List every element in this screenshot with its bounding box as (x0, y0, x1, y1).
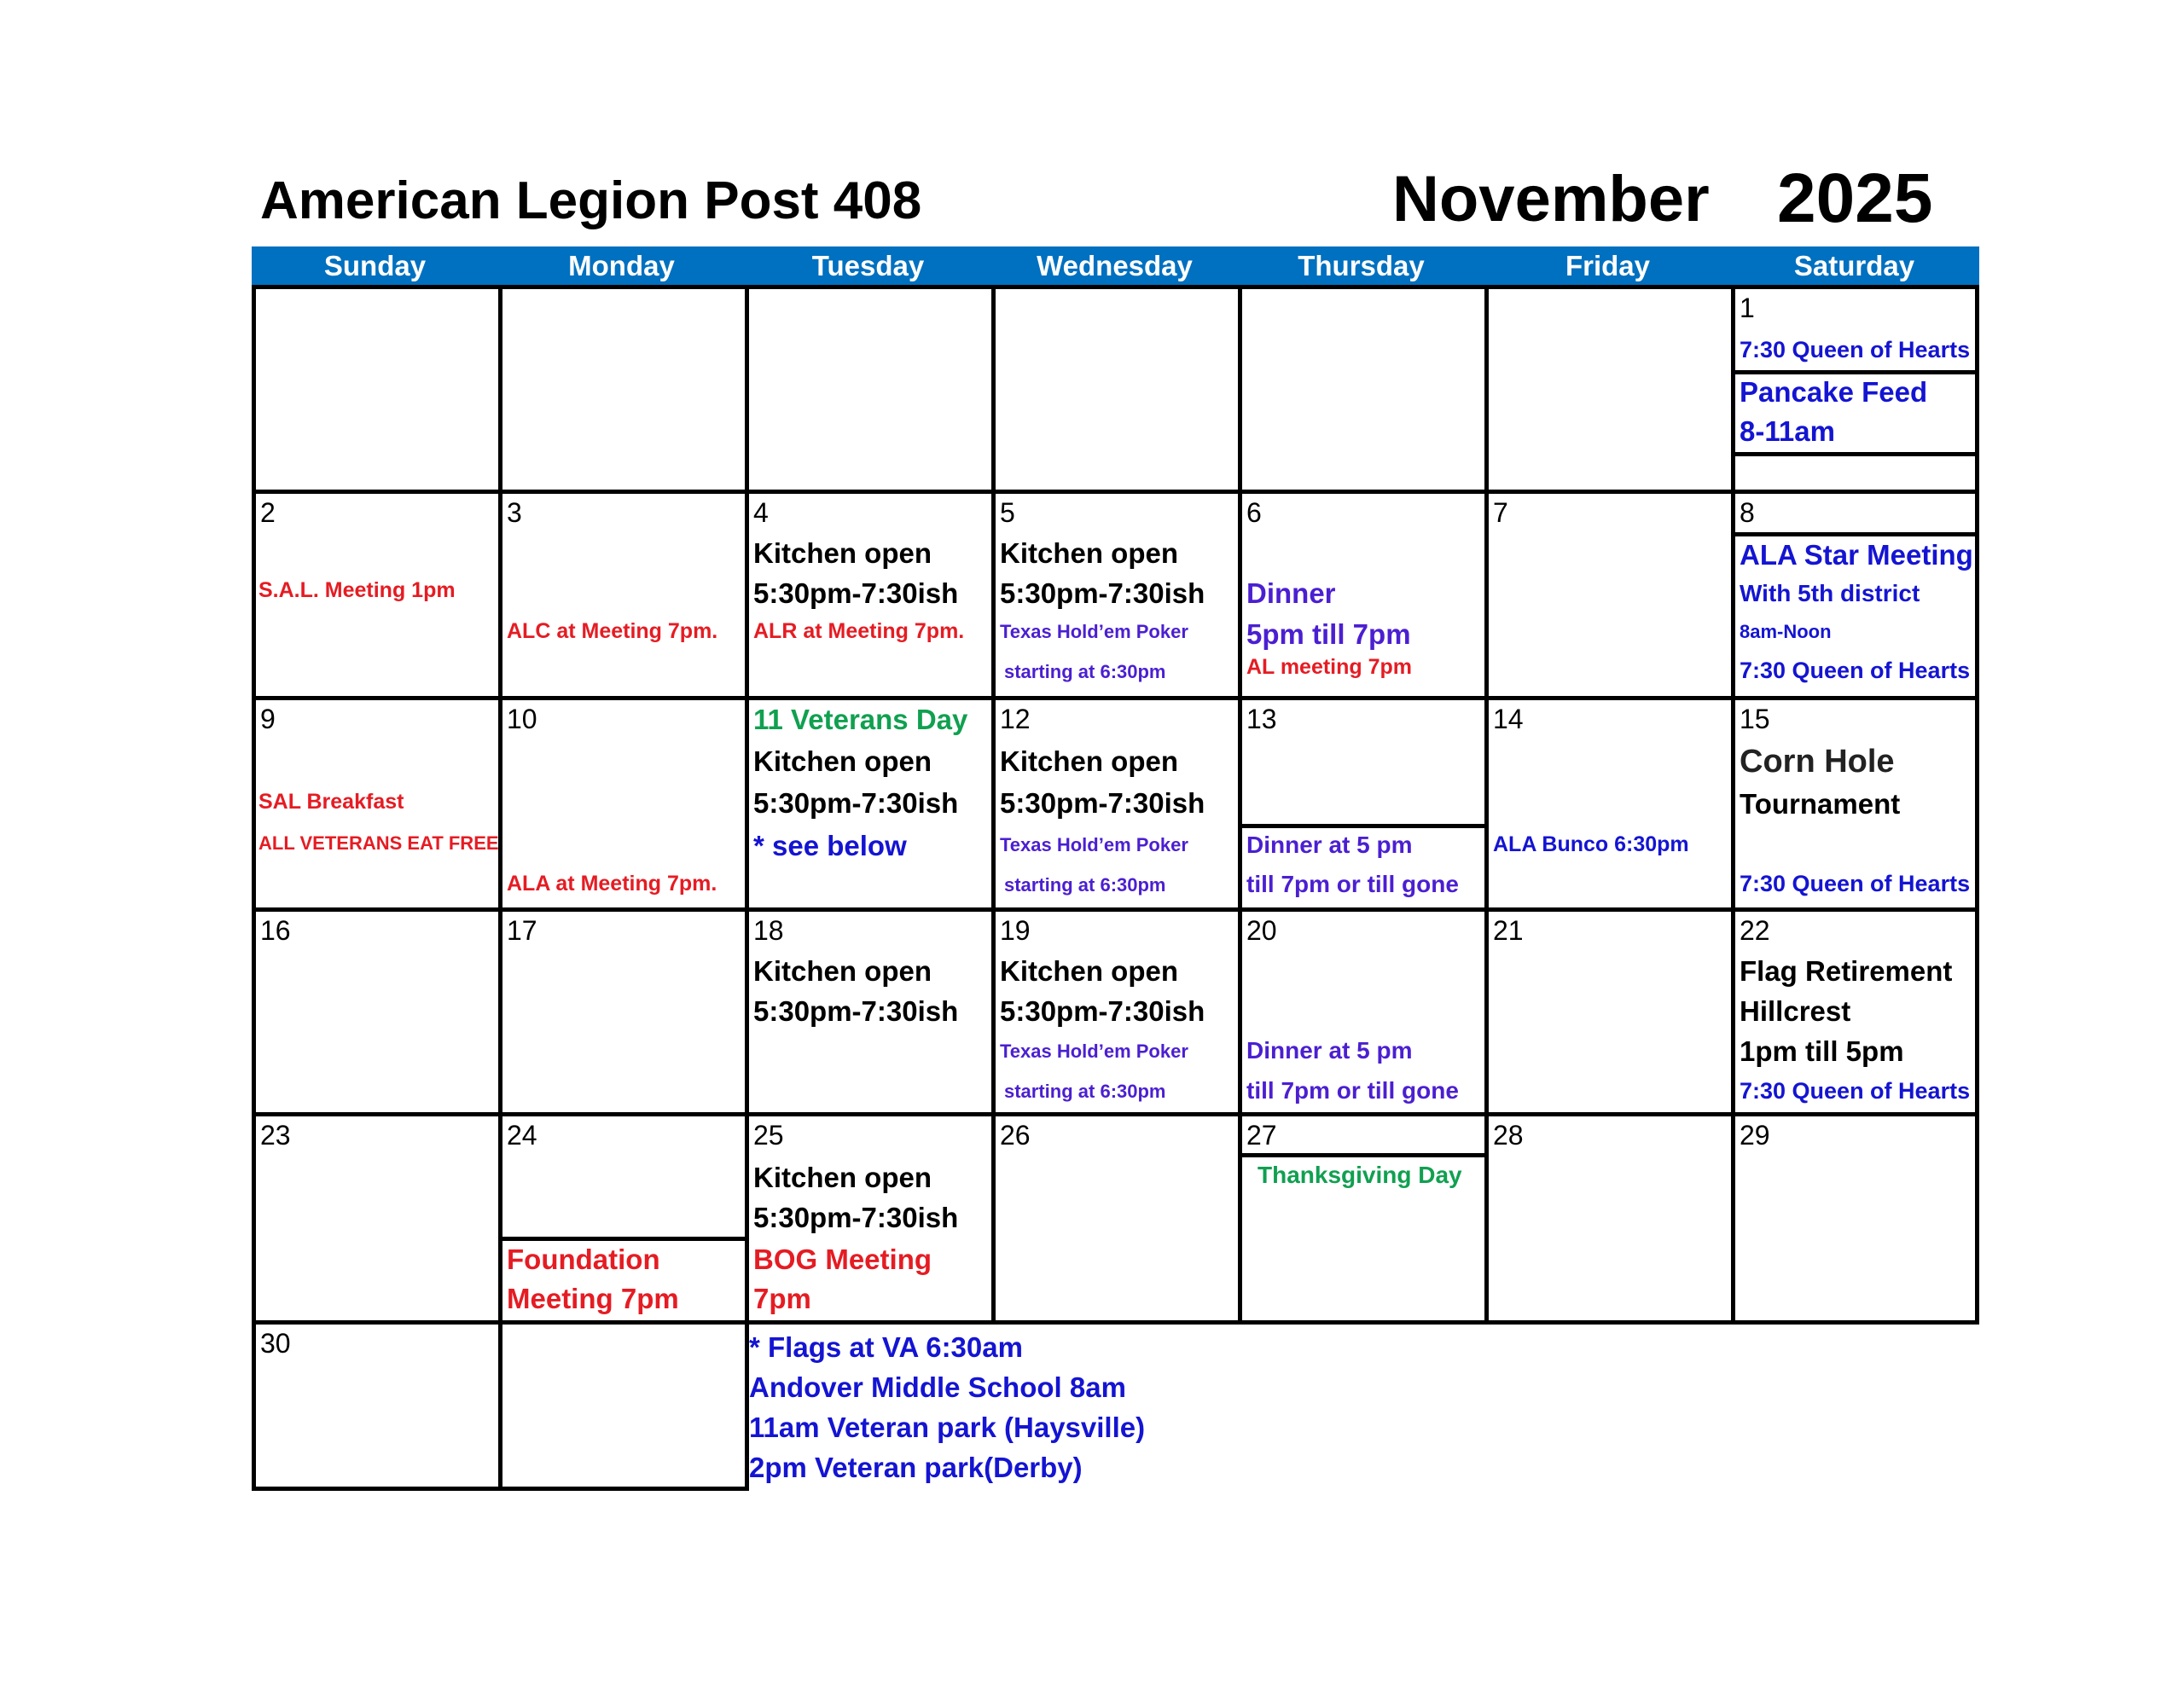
weekday-friday: Friday (1565, 250, 1651, 281)
event-text: Kitchen open (753, 537, 932, 569)
day-cell-5 (991, 490, 1242, 700)
event-text: Pancake Feed (1740, 376, 1928, 408)
event-text: Kitchen open (1000, 955, 1179, 987)
day-cell-21 (1484, 907, 1735, 1116)
note-line: 11am Veteran park (Haysville) (749, 1412, 1146, 1443)
event-text: Corn Hole (1740, 744, 1895, 780)
event-text: starting at 6:30pm (1004, 874, 1166, 896)
day-cell-22 (1731, 907, 1979, 1116)
day-number: 25 (753, 1120, 784, 1151)
day-cell-27 (1238, 1112, 1489, 1325)
day-cell-3 (498, 490, 749, 700)
day-cell-empty (252, 285, 502, 494)
day-cell-2 (252, 490, 502, 700)
event-text: Dinner at 5 pm (1246, 832, 1413, 858)
event-text: * see below (753, 830, 907, 861)
event-text: ALC at Meeting 7pm. (507, 619, 718, 643)
day-cell-empty (991, 285, 1242, 494)
day-number: 11 Veterans Day (753, 704, 968, 735)
day-number: 28 (1493, 1120, 1524, 1151)
event-text: 5:30pm-7:30ish (753, 995, 959, 1027)
day-number: 27 (1246, 1120, 1277, 1151)
event-text: Tournament (1740, 788, 1901, 820)
day-cell-15 (1731, 696, 1979, 912)
day-number: 17 (507, 915, 537, 946)
weekday-tuesday: Tuesday (811, 250, 925, 281)
day-cell-1 (1731, 285, 1979, 494)
day-cell-empty (1238, 285, 1489, 494)
event-text: 7:30 Queen of Hearts (1740, 658, 1971, 683)
event-text: 5:30pm-7:30ish (1000, 577, 1205, 609)
day-number: 30 (260, 1328, 291, 1359)
day-number: 23 (260, 1120, 291, 1151)
day-number: 6 (1246, 497, 1262, 528)
day-number: 1 (1740, 293, 1755, 323)
day-number: 15 (1740, 704, 1770, 734)
weekday-header-bar (252, 246, 1979, 285)
event-text: 5:30pm-7:30ish (753, 577, 959, 609)
weekday-wednesday: Wednesday (1037, 250, 1193, 281)
divider (502, 1237, 745, 1241)
event-text: Flag Retirement (1740, 955, 1953, 987)
event-text: Meeting 7pm (507, 1283, 679, 1314)
event-text: Kitchen open (753, 745, 932, 777)
day-cell-28 (1484, 1112, 1735, 1325)
day-number: 9 (260, 704, 276, 734)
event-text: starting at 6:30pm (1004, 661, 1166, 682)
day-cell-25 (745, 1112, 996, 1325)
day-number: 13 (1246, 704, 1277, 734)
note-line: Andover Middle School 8am (749, 1371, 1126, 1403)
event-text: ALA Bunco 6:30pm (1493, 832, 1689, 856)
day-cell-11 (745, 696, 996, 912)
weekday-monday: Monday (568, 250, 675, 281)
day-cell-empty (745, 285, 996, 494)
day-number: 29 (1740, 1120, 1770, 1151)
event-text: 8am-Noon (1740, 621, 1832, 642)
day-number: 4 (753, 497, 769, 528)
day-cell-4 (745, 490, 996, 700)
weekday-thursday: Thursday (1298, 250, 1425, 281)
day-number: 14 (1493, 704, 1524, 734)
day-cell-9 (252, 696, 502, 912)
event-text: 1pm till 5pm (1740, 1035, 1904, 1067)
event-text: 5pm till 7pm (1246, 618, 1411, 650)
event-text: Thanksgiving Day (1258, 1162, 1462, 1188)
event-text: 7:30 Queen of Hearts (1740, 871, 1971, 896)
day-number: 7 (1493, 497, 1508, 528)
day-number: 19 (1000, 915, 1031, 946)
day-cell-19 (991, 907, 1242, 1116)
note-line: * Flags at VA 6:30am (749, 1331, 1023, 1363)
event-text: starting at 6:30pm (1004, 1081, 1166, 1102)
day-cell-7 (1484, 490, 1735, 700)
event-text: With 5th district (1740, 580, 1920, 606)
day-cell-30 (252, 1320, 502, 1491)
day-number: 3 (507, 497, 522, 528)
day-cell-12 (991, 696, 1242, 912)
day-number: 24 (507, 1120, 537, 1151)
event-text: 7:30 Queen of Hearts (1740, 337, 1971, 362)
event-text: Dinner (1246, 577, 1336, 609)
day-number: 5 (1000, 497, 1015, 528)
event-text: Texas Hold’em Poker (1000, 621, 1188, 642)
event-text: Dinner at 5 pm (1246, 1037, 1413, 1064)
event-text: BOG Meeting (753, 1244, 932, 1275)
day-cell-16 (252, 907, 502, 1116)
event-text: ALR at Meeting 7pm. (753, 619, 965, 643)
event-text: 8-11am (1740, 415, 1835, 447)
day-number: 12 (1000, 704, 1031, 734)
event-text: Kitchen open (1000, 745, 1179, 777)
weekday-sunday: Sunday (323, 250, 427, 281)
event-text: Texas Hold’em Poker (1000, 834, 1188, 855)
day-cell-empty (498, 1320, 749, 1491)
event-text: Hillcrest (1740, 995, 1851, 1027)
event-text: ALA Star Meeting (1740, 539, 1973, 571)
day-cell-29 (1731, 1112, 1979, 1325)
event-text: ALL VETERANS EAT FREE (258, 832, 499, 854)
day-cell-10 (498, 696, 749, 912)
day-cell-24 (498, 1112, 749, 1325)
event-text: 5:30pm-7:30ish (753, 787, 959, 819)
day-number: 22 (1740, 915, 1770, 946)
day-cell-empty (498, 285, 749, 494)
event-text: 5:30pm-7:30ish (1000, 995, 1205, 1027)
note-line: 2pm Veteran park(Derby) (749, 1452, 1083, 1483)
divider (1242, 1153, 1484, 1157)
day-cell-empty (1484, 285, 1735, 494)
calendar-grid (252, 285, 1979, 1491)
event-text: Foundation (507, 1244, 660, 1275)
event-text: 7:30 Queen of Hearts (1740, 1078, 1971, 1104)
event-text: 5:30pm-7:30ish (1000, 787, 1205, 819)
day-number: 18 (753, 915, 784, 946)
divider (1735, 452, 1975, 456)
day-number: 10 (507, 704, 537, 734)
day-number: 20 (1246, 915, 1277, 946)
month-label: November (1392, 163, 1710, 235)
day-number: 26 (1000, 1120, 1031, 1151)
day-cell-17 (498, 907, 749, 1116)
year-label: 2025 (1777, 159, 1933, 237)
day-cell-14 (1484, 696, 1735, 912)
day-cell-8 (1731, 490, 1979, 700)
event-text: SAL Breakfast (258, 790, 404, 814)
divider (1735, 532, 1975, 536)
day-cell-23 (252, 1112, 502, 1325)
event-text: AL meeting 7pm (1246, 655, 1413, 679)
day-cell-20 (1238, 907, 1489, 1116)
event-text: till 7pm or till gone (1246, 1077, 1459, 1104)
divider (1735, 370, 1975, 374)
day-cell-6 (1238, 490, 1489, 700)
notes-block (749, 1327, 1145, 1487)
divider (1242, 824, 1484, 828)
event-text: till 7pm or till gone (1246, 871, 1459, 897)
page-title: American Legion Post 408 (260, 171, 922, 230)
event-text: Texas Hold’em Poker (1000, 1041, 1188, 1062)
day-number: 2 (260, 497, 276, 528)
day-number: 8 (1740, 497, 1755, 528)
day-cell-13 (1238, 696, 1489, 912)
event-text: 5:30pm-7:30ish (753, 1202, 959, 1233)
event-text: Kitchen open (753, 1162, 932, 1193)
event-text: Kitchen open (1000, 537, 1179, 569)
day-cell-18 (745, 907, 996, 1116)
day-number: 16 (260, 915, 291, 946)
event-text: S.A.L. Meeting 1pm (258, 578, 456, 602)
event-text: Kitchen open (753, 955, 932, 987)
day-number: 21 (1493, 915, 1524, 946)
day-cell-26 (991, 1112, 1242, 1325)
event-text: ALA at Meeting 7pm. (507, 872, 717, 896)
event-text: 7pm (753, 1283, 811, 1314)
weekday-saturday: Saturday (1793, 250, 1915, 281)
